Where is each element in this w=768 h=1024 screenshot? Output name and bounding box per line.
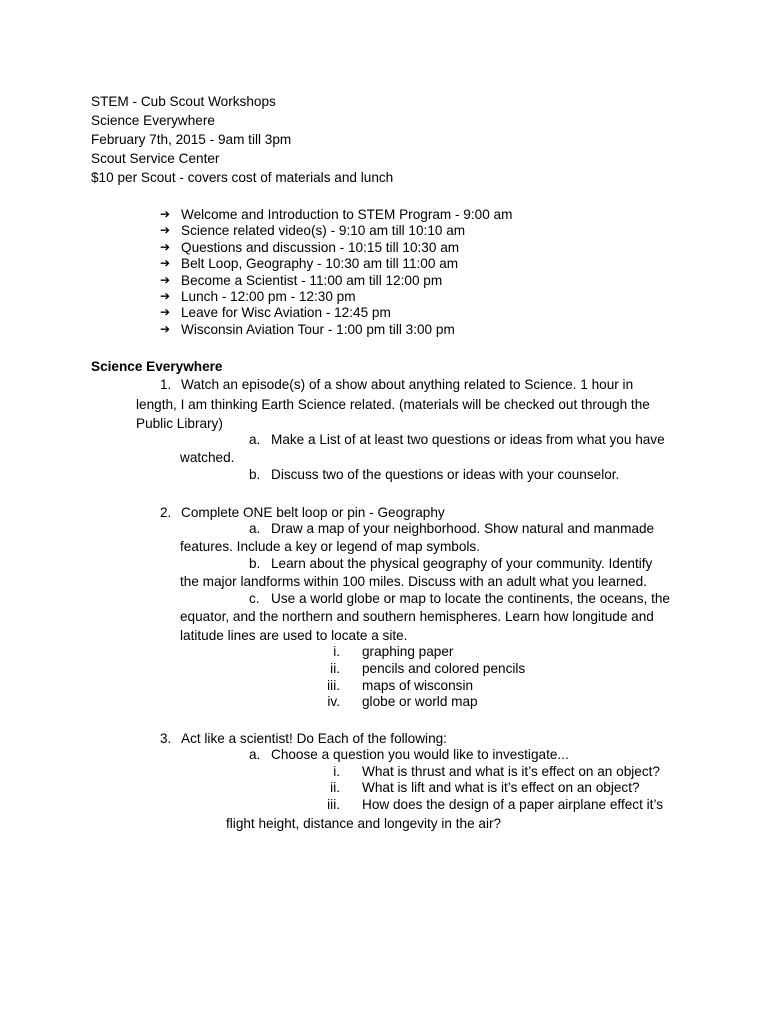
item-number: 3. (160, 731, 172, 746)
item3-a-text: Choose a question you would like to investigate... (271, 747, 569, 762)
sub-item-label: a. (249, 521, 261, 536)
material-item: graphing paper (362, 644, 454, 659)
schedule-item: Become a Scientist - 11:00 am till 12:00 pm (181, 273, 443, 288)
arrow-bullet-icon: ➔ (160, 305, 171, 319)
question-item: What is lift and what is it’s effect on an object? (362, 780, 640, 795)
item2-b-text: Learn about the physical geography of your community. Identify (271, 556, 653, 571)
header-subtitle: Science Everywhere (91, 113, 215, 128)
sub-item-label: b. (249, 467, 261, 482)
item1-text: length, I am thinking Earth Science related. (materials will be checked out through the (136, 397, 650, 412)
header-title: STEM - Cub Scout Workshops (91, 94, 276, 109)
header-date: February 7th, 2015 - 9am till 3pm (91, 132, 292, 147)
question-item: What is thrust and what is it’s effect on an object? (362, 764, 660, 779)
arrow-bullet-icon: ➔ (160, 322, 171, 336)
roman-label: i. (333, 764, 340, 779)
item2-text: Complete ONE belt loop or pin - Geography (181, 505, 445, 520)
item2-b-text: the major landforms within 100 miles. Discuss with an adult what you learned. (180, 574, 647, 589)
arrow-bullet-icon: ➔ (160, 273, 171, 287)
item1-text: Public Library) (136, 416, 223, 431)
item1-text: Watch an episode(s) of a show about anything related to Science. 1 hour in (181, 377, 634, 392)
item2-c-text: Use a world globe or map to locate the continents, the oceans, the (271, 591, 670, 606)
material-item: globe or world map (362, 694, 478, 709)
item-number: 1. (160, 377, 172, 392)
item1-a-text: watched. (180, 450, 235, 465)
roman-label: iii. (327, 678, 340, 693)
item1-a-text: Make a List of at least two questions or ideas from what you have (271, 432, 665, 447)
question-item: How does the design of a paper airplane effect it’s (362, 797, 664, 812)
schedule-item: Science related video(s) - 9:10 am till 10:10 am (181, 223, 466, 238)
roman-label: iii. (327, 797, 340, 812)
item2-a-text: Draw a map of your neighborhood. Show natural and manmade (271, 521, 655, 536)
item2-c-text: equator, and the northern and southern hemispheres. Learn how longitude and (180, 609, 654, 624)
schedule-item: Wisconsin Aviation Tour - 1:00 pm till 3:00 pm (181, 322, 455, 337)
schedule-item: Leave for Wisc Aviation - 12:45 pm (181, 305, 391, 320)
roman-label: i. (333, 644, 340, 659)
roman-label: ii. (330, 661, 340, 676)
arrow-bullet-icon: ➔ (160, 289, 171, 303)
section-title: Science Everywhere (91, 359, 223, 374)
schedule-item: Welcome and Introduction to STEM Program - 9:00 am (181, 207, 513, 222)
sub-item-label: c. (249, 591, 260, 606)
arrow-bullet-icon: ➔ (160, 240, 171, 254)
question-item-continued: flight height, distance and longevity in the air? (226, 816, 502, 831)
schedule-item: Belt Loop, Geography - 10:30 am till 11:00 am (181, 256, 459, 271)
arrow-bullet-icon: ➔ (160, 207, 171, 221)
header-cost: $10 per Scout - covers cost of materials and lunch (91, 170, 394, 185)
sub-item-label: b. (249, 556, 261, 571)
material-item: maps of wisconsin (362, 678, 474, 693)
roman-label: ii. (330, 780, 340, 795)
arrow-bullet-icon: ➔ (160, 256, 171, 270)
item1-b-text: Discuss two of the questions or ideas with your counselor. (271, 467, 620, 482)
sub-item-label: a. (249, 747, 261, 762)
header-location: Scout Service Center (91, 151, 220, 166)
schedule-item: Lunch - 12:00 pm - 12:30 pm (181, 289, 356, 304)
item2-c-text: latitude lines are used to locate a site. (180, 628, 408, 643)
material-item: pencils and colored pencils (362, 661, 526, 676)
sub-item-label: a. (249, 432, 261, 447)
item2-a-text: features. Include a key or legend of map symbols. (180, 539, 480, 554)
item-number: 2. (160, 505, 172, 520)
schedule-item: Questions and discussion - 10:15 till 10:30 am (181, 240, 460, 255)
roman-label: iv. (327, 694, 340, 709)
arrow-bullet-icon: ➔ (160, 223, 171, 237)
item3-text: Act like a scientist! Do Each of the following: (181, 731, 447, 746)
